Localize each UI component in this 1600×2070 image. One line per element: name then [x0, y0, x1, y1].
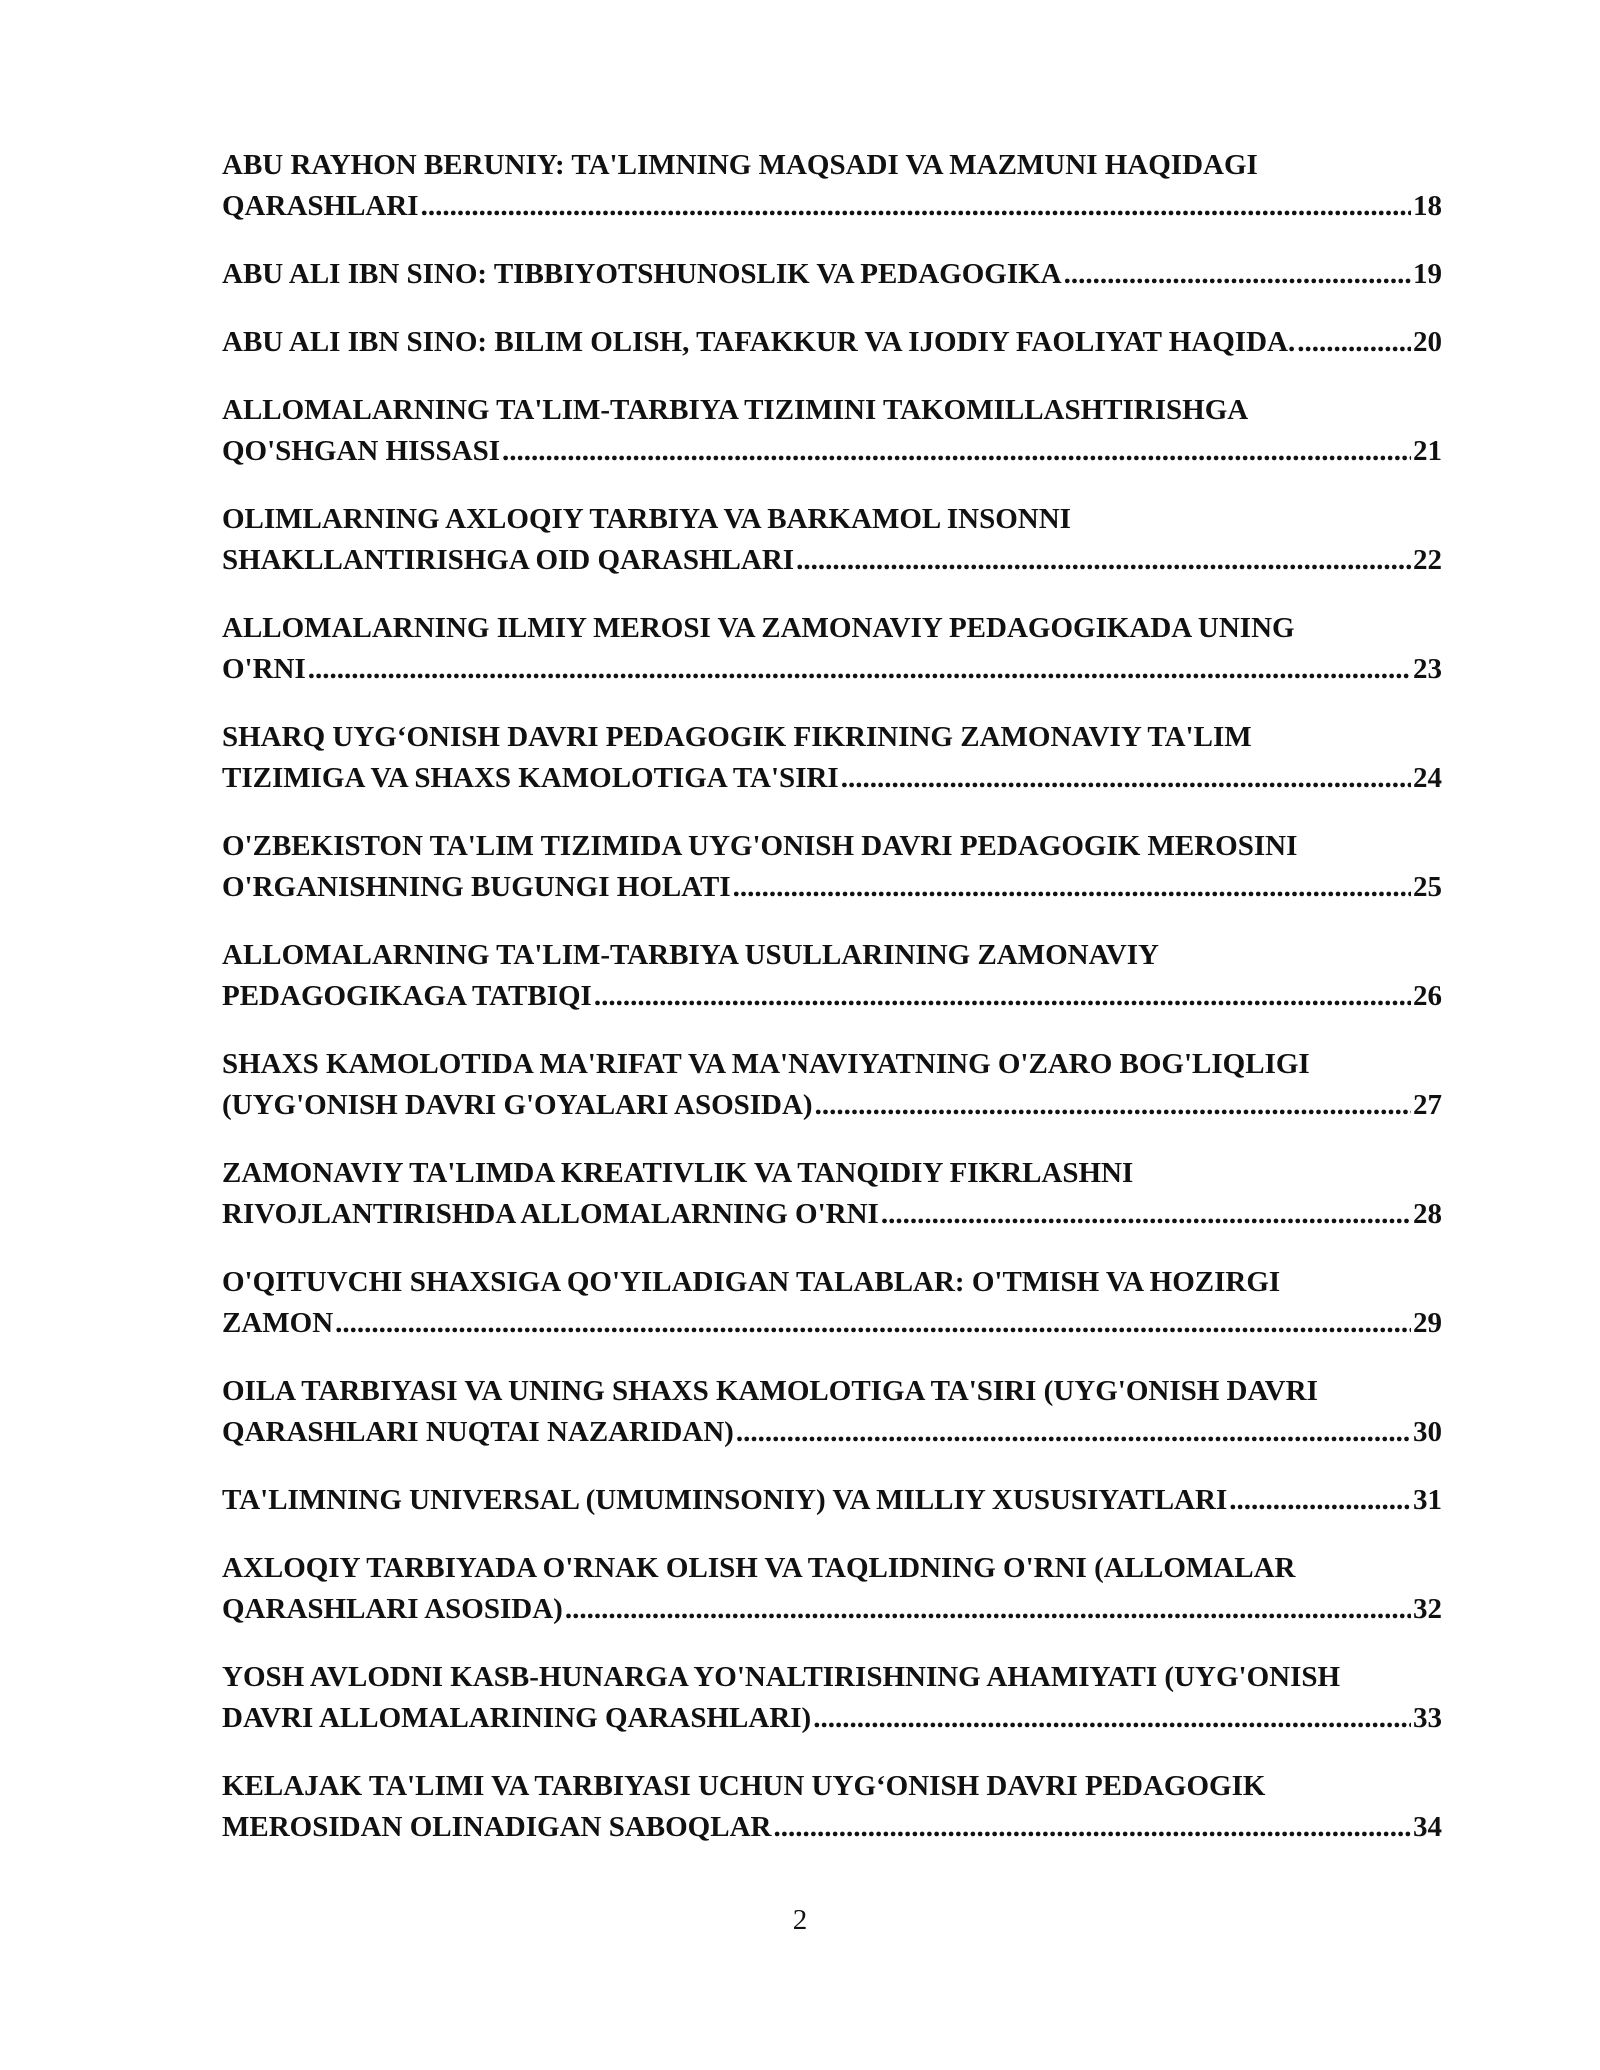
- toc-entry[interactable]: [222, 1480, 1442, 1521]
- toc-entry-page-number: 22: [1413, 544, 1442, 576]
- toc-entry-title: ABU RAYHON BERUNIY: TA'LIMNING MAQSADI VA MAZMUNI HAQIDAGI: [222, 149, 1258, 181]
- toc-dot-leader: [881, 1194, 1411, 1235]
- toc-dot-leader: [502, 431, 1411, 472]
- toc-entry-line: [222, 1807, 1442, 1848]
- toc-entry-page-number: 26: [1413, 980, 1442, 1012]
- toc-entry-line: [222, 1194, 1442, 1235]
- page-number: 2: [792, 1904, 808, 1936]
- table-of-contents: [222, 145, 1442, 1875]
- toc-entry-line: [222, 499, 1442, 540]
- toc-entry-title: (UYG'ONISH DAVRI G'OYALARI ASOSIDA): [222, 1089, 813, 1121]
- toc-entry[interactable]: [222, 826, 1442, 908]
- toc-entry[interactable]: [222, 1044, 1442, 1126]
- toc-entry-page-number: 20: [1413, 326, 1442, 358]
- toc-entry[interactable]: [222, 1657, 1442, 1739]
- toc-dot-leader: [773, 1807, 1411, 1848]
- toc-entry-line: [222, 1262, 1442, 1303]
- toc-entry-line: [222, 867, 1442, 908]
- toc-entry-title: ALLOMALARNING TA'LIM-TARBIYA TIZIMINI TAKOMILLASHTIRISHGA: [222, 394, 1249, 426]
- toc-entry-page-number: 19: [1413, 258, 1442, 290]
- toc-entry-title: DAVRI ALLOMALARINING QARASHLARI): [222, 1702, 812, 1734]
- toc-entry-line: [222, 1153, 1442, 1194]
- toc-entry[interactable]: [222, 499, 1442, 581]
- toc-entry-title: KELAJAK TA'LIMI VA TARBIYASI UCHUN UYG‘ONISH DAVRI PEDAGOGIK: [222, 1770, 1266, 1802]
- toc-entry-line: [222, 1085, 1442, 1126]
- toc-dot-leader: [1229, 1480, 1411, 1521]
- toc-entry-line: [222, 1657, 1442, 1698]
- toc-entry[interactable]: [222, 145, 1442, 227]
- toc-entry-line: [222, 1044, 1442, 1085]
- toc-entry[interactable]: [222, 608, 1442, 690]
- toc-entry-page-number: 25: [1413, 871, 1442, 903]
- toc-entry-page-number: 28: [1413, 1198, 1442, 1230]
- toc-entry-line: [222, 145, 1442, 186]
- toc-entry-title: SHAXS KAMOLOTIDA MA'RIFAT VA MA'NAVIYATNING O'ZARO BOG'LIQLIGI: [222, 1048, 1310, 1080]
- toc-entry-line: [222, 254, 1442, 295]
- toc-entry[interactable]: [222, 1371, 1442, 1453]
- toc-dot-leader: [815, 1085, 1411, 1126]
- toc-entry-title: MEROSIDAN OLINADIGAN SABOQLAR: [222, 1811, 772, 1843]
- toc-entry-title: O'RNI: [222, 653, 306, 685]
- toc-entry-page-number: 33: [1413, 1702, 1442, 1734]
- toc-entry-title: ALLOMALARNING TA'LIM-TARBIYA USULLARINING ZAMONAVIY: [222, 939, 1159, 971]
- toc-entry-line: [222, 322, 1442, 363]
- toc-entry-title: TIZIMIGA VA SHAXS KAMOLOTIGA TA'SIRI: [222, 762, 839, 794]
- toc-entry-title: QO'SHGAN HISSASI: [222, 435, 501, 467]
- toc-entry-page-number: 29: [1413, 1307, 1442, 1339]
- toc-dot-leader: [736, 1412, 1411, 1453]
- toc-entry-title: ABU ALI IBN SINO: BILIM OLISH, TAFAKKUR VA IJODIY FAOLIYAT HAQIDA.: [222, 326, 1296, 358]
- toc-entry-title: OILA TARBIYASI VA UNING SHAXS KAMOLOTIGA TA'SIRI (UYG'ONISH DAVRI: [222, 1375, 1318, 1407]
- toc-dot-leader: [813, 1698, 1411, 1739]
- toc-entry[interactable]: [222, 390, 1442, 472]
- toc-entry[interactable]: [222, 1262, 1442, 1344]
- toc-entry-line: [222, 540, 1442, 581]
- toc-entry-line: [222, 1766, 1442, 1807]
- toc-entry-page-number: 31: [1413, 1484, 1442, 1516]
- toc-entry[interactable]: [222, 322, 1442, 363]
- toc-entry[interactable]: [222, 1766, 1442, 1848]
- toc-dot-leader: [841, 758, 1411, 799]
- toc-entry-title: O'QITUVCHI SHAXSIGA QO'YILADIGAN TALABLAR: O'TMISH VA HOZIRGI: [222, 1266, 1281, 1298]
- toc-dot-leader: [733, 867, 1411, 908]
- toc-entry-line: [222, 1589, 1442, 1630]
- toc-dot-leader: [308, 649, 1411, 690]
- toc-entry-line: [222, 1303, 1442, 1344]
- toc-entry-title: QARASHLARI NUQTAI NAZARIDAN): [222, 1416, 734, 1448]
- toc-entry-line: [222, 1480, 1442, 1521]
- toc-entry[interactable]: [222, 717, 1442, 799]
- toc-entry-title: OLIMLARNING AXLOQIY TARBIYA VA BARKAMOL INSONNI: [222, 503, 1071, 535]
- toc-entry-title: QARASHLARI ASOSIDA): [222, 1593, 563, 1625]
- toc-entry-title: AXLOQIY TARBIYADA O'RNAK OLISH VA TAQLIDNING O'RNI (ALLOMALAR: [222, 1552, 1296, 1584]
- toc-dot-leader: [1297, 322, 1411, 363]
- toc-dot-leader: [1064, 254, 1411, 295]
- toc-entry-title: O'ZBEKISTON TA'LIM TIZIMIDA UYG'ONISH DAVRI PEDAGOGIK MEROSINI: [222, 830, 1298, 862]
- toc-entry-line: [222, 608, 1442, 649]
- toc-entry-line: [222, 649, 1442, 690]
- toc-entry-title: YOSH AVLODNI KASB-HUNARGA YO'NALTIRISHNING AHAMIYATI (UYG'ONISH: [222, 1661, 1341, 1693]
- toc-entry-title: ZAMONAVIY TA'LIMDA KREATIVLIK VA TANQIDIY FIKRLASHNI: [222, 1157, 1134, 1189]
- toc-entry-title: SHAKLLANTIRISHGA OID QARASHLARI: [222, 544, 795, 576]
- toc-entry-line: [222, 1412, 1442, 1453]
- toc-dot-leader: [594, 976, 1411, 1017]
- toc-entry-title: TA'LIMNING UNIVERSAL (UMUMINSONIY) VA MILLIY XUSUSIYATLARI: [222, 1484, 1228, 1516]
- toc-entry[interactable]: [222, 1153, 1442, 1235]
- toc-entry-page-number: 32: [1413, 1593, 1442, 1625]
- toc-entry-page-number: 30: [1413, 1416, 1442, 1448]
- toc-entry[interactable]: [222, 254, 1442, 295]
- toc-entry-title: ABU ALI IBN SINO: TIBBIYOTSHUNOSLIK VA PEDAGOGIKA: [222, 258, 1062, 290]
- toc-entry-line: [222, 717, 1442, 758]
- toc-entry-line: [222, 390, 1442, 431]
- toc-dot-leader: [796, 540, 1411, 581]
- toc-entry-page-number: 27: [1413, 1089, 1442, 1121]
- toc-entry-title: RIVOJLANTIRISHDA ALLOMALARNING O'RNI: [222, 1198, 879, 1230]
- toc-entry-line: [222, 1371, 1442, 1412]
- toc-entry-line: [222, 935, 1442, 976]
- toc-entry-page-number: 23: [1413, 653, 1442, 685]
- toc-entry[interactable]: [222, 1548, 1442, 1630]
- toc-dot-leader: [565, 1589, 1411, 1630]
- toc-entry-title: O'RGANISHNING BUGUNGI HOLATI: [222, 871, 731, 903]
- toc-entry[interactable]: [222, 935, 1442, 1017]
- toc-dot-leader: [421, 186, 1411, 227]
- toc-dot-leader: [335, 1303, 1411, 1344]
- toc-entry-page-number: 21: [1413, 435, 1442, 467]
- toc-entry-line: [222, 431, 1442, 472]
- toc-entry-page-number: 34: [1413, 1811, 1442, 1843]
- toc-entry-line: [222, 758, 1442, 799]
- toc-entry-page-number: 24: [1413, 762, 1442, 794]
- toc-entry-title: SHARQ UYG‘ONISH DAVRI PEDAGOGIK FIKRINING ZAMONAVIY TA'LIM: [222, 721, 1252, 753]
- toc-entry-title: PEDAGOGIKAGA TATBIQI: [222, 980, 592, 1012]
- toc-entry-line: [222, 186, 1442, 227]
- toc-entry-title: QARASHLARI: [222, 190, 419, 222]
- toc-entry-line: [222, 976, 1442, 1017]
- toc-entry-line: [222, 1698, 1442, 1739]
- toc-entry-line: [222, 826, 1442, 867]
- toc-entry-title: ZAMON: [222, 1307, 334, 1339]
- toc-entry-page-number: 18: [1413, 190, 1442, 222]
- toc-entry-title: ALLOMALARNING ILMIY MEROSI VA ZAMONAVIY PEDAGOGIKADA UNING: [222, 612, 1295, 644]
- toc-entry-line: [222, 1548, 1442, 1589]
